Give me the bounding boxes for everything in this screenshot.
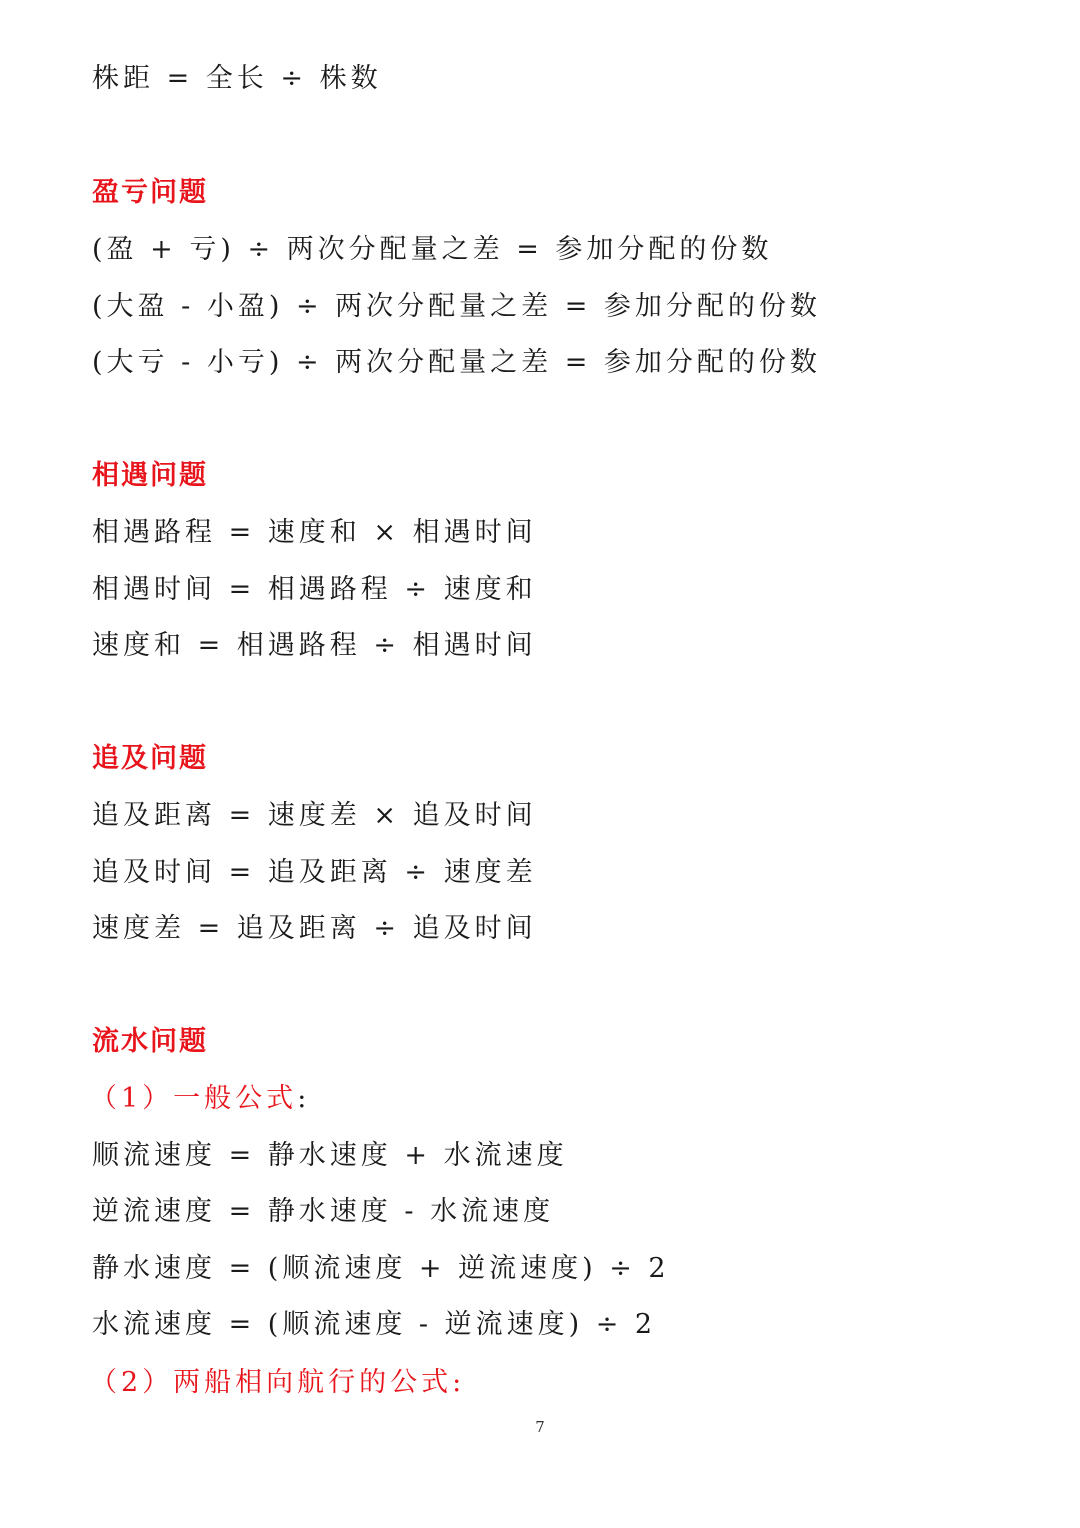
formula-line: (盈 + 亏) ÷ 两次分配量之差 = 参加分配的份数 <box>92 234 773 265</box>
formula-line: 速度和 = 相遇路程 ÷ 相遇时间 <box>92 630 537 661</box>
section-heading-meeting: 相遇问题 <box>92 460 208 491</box>
subheading-colon: : <box>297 1083 311 1114</box>
formula-line: 水流速度 = (顺流速度 - 逆流速度) ÷ 2 <box>92 1309 657 1340</box>
formula-line: 逆流速度 = 静水速度 - 水流速度 <box>92 1196 555 1227</box>
subheading-general-formula <box>90 1082 310 1116</box>
section-heading-chase: 追及问题 <box>92 743 208 774</box>
subheading-text: （1）一般公式 <box>90 1083 298 1114</box>
section-heading-flow: 流水问题 <box>92 1026 208 1057</box>
formula-line: 追及距离 = 速度差 × 追及时间 <box>92 800 537 831</box>
formula-line: 速度差 = 追及距离 ÷ 追及时间 <box>92 913 537 944</box>
subheading-two-boats: （2）两船相向航行的公式: <box>90 1367 466 1398</box>
section-heading-profit-loss: 盈亏问题 <box>92 177 208 208</box>
formula-line: (大盈 - 小盈) ÷ 两次分配量之差 = 参加分配的份数 <box>92 291 821 322</box>
formula-line: 株距 = 全长 ÷ 株数 <box>92 63 382 94</box>
formula-line: 相遇路程 = 速度和 × 相遇时间 <box>92 517 537 548</box>
formula-line: (大亏 - 小亏) ÷ 两次分配量之差 = 参加分配的份数 <box>92 347 821 378</box>
formula-line: 静水速度 = (顺流速度 + 逆流速度) ÷ 2 <box>92 1253 670 1284</box>
formula-line: 相遇时间 = 相遇路程 ÷ 速度和 <box>92 574 537 605</box>
formula-line: 顺流速度 = 静水速度 + 水流速度 <box>92 1140 568 1171</box>
formula-line: 追及时间 = 追及距离 ÷ 速度差 <box>92 857 537 888</box>
page-number: 7 <box>535 1418 545 1436</box>
